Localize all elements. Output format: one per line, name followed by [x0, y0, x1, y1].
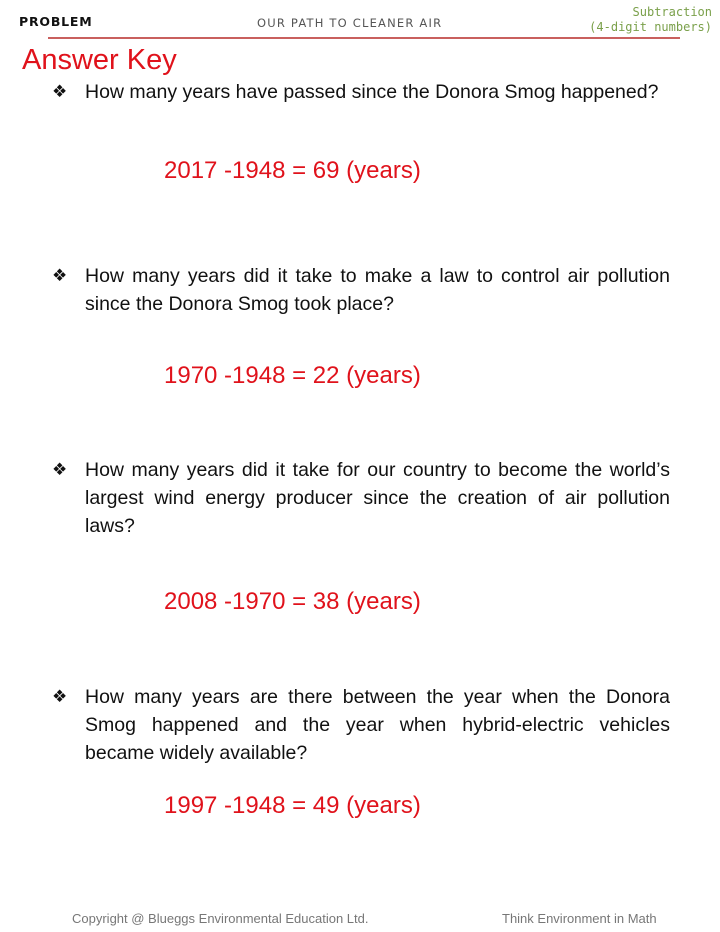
question-4 [52, 683, 670, 767]
page-title: OUR PATH TO CLEANER AIR [257, 16, 443, 30]
question-3 [52, 456, 670, 540]
answer-key-heading: Answer Key [22, 44, 177, 76]
section-label: PROBLEM [19, 14, 93, 29]
question-1 [52, 78, 670, 106]
question-text: How many years did it take for our country to become the world’s largest wind energy producer since the creation of air pollution laws? [85, 459, 670, 537]
answer-4: 1997 -1948 = 49 (years) [164, 792, 421, 819]
question-text: How many years have passed since the Donora Smog happened? [85, 81, 659, 103]
footer-tagline: Think Environment in Math [502, 911, 657, 926]
bullet-diamond-icon: ❖ [52, 82, 68, 101]
question-2 [52, 262, 670, 318]
topic-label [589, 5, 712, 35]
answer-3: 2008 -1970 = 38 (years) [164, 588, 421, 615]
bullet-diamond-icon: ❖ [52, 687, 68, 706]
header-divider [48, 37, 680, 39]
answer-2: 1970 -1948 = 22 (years) [164, 362, 421, 389]
bullet-diamond-icon: ❖ [52, 266, 68, 285]
question-text: How many years are there between the year when the Donora Smog happened and the year when hybrid-electric vehicles became widely available? [85, 686, 670, 764]
question-text: How many years did it take to make a law to control air pollution since the Donora Smog took place? [85, 265, 670, 315]
topic-line-2: (4-digit numbers) [589, 20, 712, 34]
answer-1: 2017 -1948 = 69 (years) [164, 157, 421, 184]
bullet-diamond-icon: ❖ [52, 460, 68, 479]
footer-copyright: Copyright @ Blueggs Environmental Education Ltd. [72, 911, 369, 926]
topic-line-1: Subtraction [632, 5, 712, 19]
